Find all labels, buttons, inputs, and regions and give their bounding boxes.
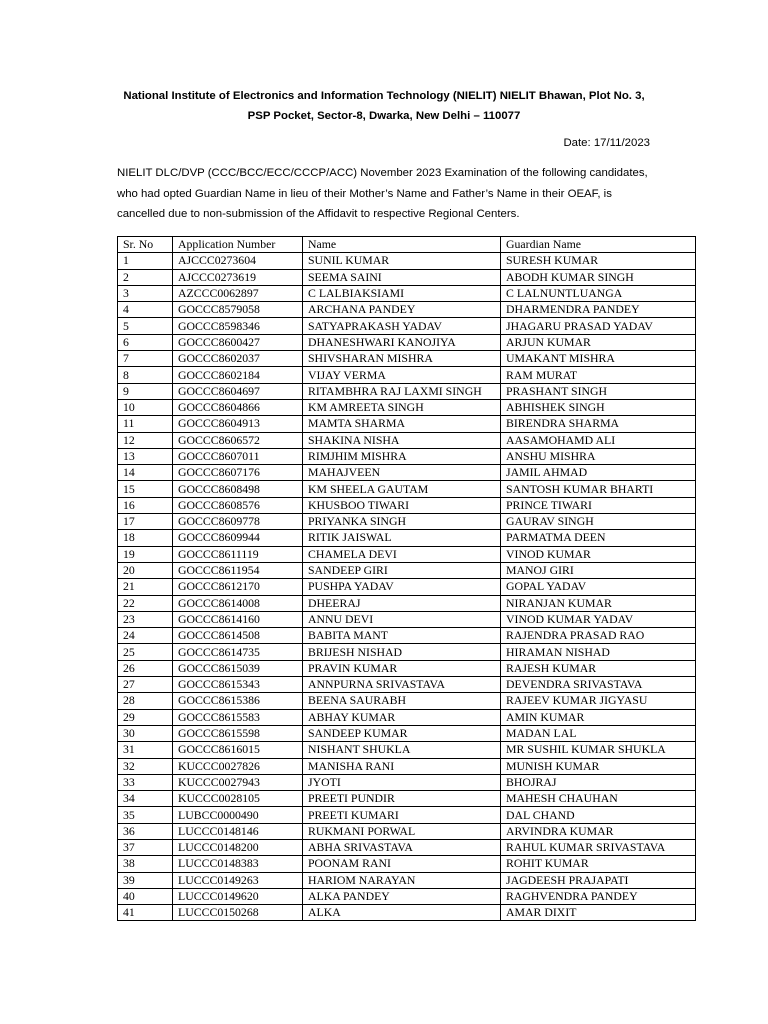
cell-sr-no: 9: [118, 383, 173, 399]
cell-sr-no: 30: [118, 725, 173, 741]
cell-application-number: GOCCC8614160: [173, 611, 303, 627]
cell-name: SATYAPRAKASH YADAV: [303, 318, 501, 334]
cell-application-number: AJCCC0273604: [173, 253, 303, 269]
cell-sr-no: 37: [118, 839, 173, 855]
cell-guardian-name: SANTOSH KUMAR BHARTI: [501, 481, 696, 497]
table-row: [118, 318, 696, 334]
cell-guardian-name: MANOJ GIRI: [501, 562, 696, 578]
table-row: [118, 628, 696, 644]
cell-application-number: LUCCC0148383: [173, 856, 303, 872]
cell-application-number: GOCCC8614735: [173, 644, 303, 660]
cell-application-number: GOCCC8608576: [173, 497, 303, 513]
table-header-row: [118, 237, 696, 253]
cell-application-number: LUCCC0149263: [173, 872, 303, 888]
table-row: [118, 579, 696, 595]
table-row: [118, 481, 696, 497]
cell-guardian-name: RAM MURAT: [501, 367, 696, 383]
cell-guardian-name: NIRANJAN KUMAR: [501, 595, 696, 611]
cell-name: SANDEEP KUMAR: [303, 725, 501, 741]
cell-application-number: LUCCC0148146: [173, 823, 303, 839]
cell-application-number: GOCCC8615598: [173, 725, 303, 741]
cell-application-number: GOCCC8615343: [173, 677, 303, 693]
cell-application-number: LUCCC0150268: [173, 905, 303, 921]
cell-guardian-name: GOPAL YADAV: [501, 579, 696, 595]
candidates-table: [117, 236, 696, 921]
notice-line-3: cancelled due to non-submission of the Affidavit to respective Regional Centers.: [117, 208, 520, 220]
cell-name: ALKA: [303, 905, 501, 921]
table-row: [118, 334, 696, 350]
cell-name: BABITA MANT: [303, 628, 501, 644]
cell-guardian-name: AMAR DIXIT: [501, 905, 696, 921]
cell-guardian-name: MR SUSHIL KUMAR SHUKLA: [501, 742, 696, 758]
header-sr-no: Sr. No: [118, 237, 173, 253]
cell-application-number: GOCCC8600427: [173, 334, 303, 350]
document-heading: [100, 86, 668, 126]
table-row: [118, 546, 696, 562]
cell-application-number: LUBCC0000490: [173, 807, 303, 823]
cell-sr-no: 17: [118, 514, 173, 530]
cell-name: RITIK JAISWAL: [303, 530, 501, 546]
cell-sr-no: 2: [118, 269, 173, 285]
document-date: Date: 17/11/2023: [563, 137, 650, 149]
cell-name: KM AMREETA SINGH: [303, 399, 501, 415]
cell-guardian-name: RAGHVENDRA PANDEY: [501, 888, 696, 904]
cell-sr-no: 25: [118, 644, 173, 660]
cell-name: ALKA PANDEY: [303, 888, 501, 904]
cell-guardian-name: DHARMENDRA PANDEY: [501, 302, 696, 318]
cell-application-number: GOCCC8604866: [173, 399, 303, 415]
cell-guardian-name: VINOD KUMAR YADAV: [501, 611, 696, 627]
cell-guardian-name: ROHIT KUMAR: [501, 856, 696, 872]
cell-name: SHIVSHARAN MISHRA: [303, 351, 501, 367]
cell-sr-no: 1: [118, 253, 173, 269]
cell-application-number: GOCCC8609778: [173, 514, 303, 530]
cell-sr-no: 19: [118, 546, 173, 562]
cell-application-number: KUCCC0027826: [173, 758, 303, 774]
table-row: [118, 856, 696, 872]
cell-name: SANDEEP GIRI: [303, 562, 501, 578]
table-row: [118, 905, 696, 921]
notice-line-1: NIELIT DLC/DVP (CCC/BCC/ECC/CCCP/ACC) November 2023 Examination of the following candidates,: [117, 167, 648, 179]
table-row: [118, 562, 696, 578]
cell-name: POONAM RANI: [303, 856, 501, 872]
cell-guardian-name: JAGDEESH PRAJAPATI: [501, 872, 696, 888]
cell-name: SUNIL KUMAR: [303, 253, 501, 269]
table-row: [118, 611, 696, 627]
cell-sr-no: 29: [118, 709, 173, 725]
cell-sr-no: 8: [118, 367, 173, 383]
cell-sr-no: 13: [118, 448, 173, 464]
header-application-number: Application Number: [173, 237, 303, 253]
cell-application-number: GOCCC8615583: [173, 709, 303, 725]
cell-sr-no: 6: [118, 334, 173, 350]
cell-name: ANNPURNA SRIVASTAVA: [303, 677, 501, 693]
cell-guardian-name: MUNISH KUMAR: [501, 758, 696, 774]
cell-name: ARCHANA PANDEY: [303, 302, 501, 318]
cell-name: PREETI PUNDIR: [303, 791, 501, 807]
header-guardian-name: Guardian Name: [501, 237, 696, 253]
table-row: [118, 888, 696, 904]
table-row: [118, 693, 696, 709]
cell-application-number: GOCCC8598346: [173, 318, 303, 334]
cell-name: RUKMANI PORWAL: [303, 823, 501, 839]
cell-application-number: AZCCC0062897: [173, 285, 303, 301]
cell-sr-no: 38: [118, 856, 173, 872]
cell-application-number: GOCCC8607011: [173, 448, 303, 464]
cell-sr-no: 35: [118, 807, 173, 823]
cell-guardian-name: ARVINDRA KUMAR: [501, 823, 696, 839]
cell-application-number: GOCCC8579058: [173, 302, 303, 318]
cell-sr-no: 23: [118, 611, 173, 627]
table-row: [118, 595, 696, 611]
cell-sr-no: 22: [118, 595, 173, 611]
table-row: [118, 448, 696, 464]
table-row: [118, 432, 696, 448]
cell-sr-no: 32: [118, 758, 173, 774]
cell-name: HARIOM NARAYAN: [303, 872, 501, 888]
table-row: [118, 514, 696, 530]
table-row: [118, 530, 696, 546]
cell-application-number: GOCCC8609944: [173, 530, 303, 546]
cell-application-number: KUCCC0028105: [173, 791, 303, 807]
cell-guardian-name: RAJEEV KUMAR JIGYASU: [501, 693, 696, 709]
cell-sr-no: 36: [118, 823, 173, 839]
cell-sr-no: 18: [118, 530, 173, 546]
cell-name: MANISHA RANI: [303, 758, 501, 774]
cell-application-number: LUCCC0149620: [173, 888, 303, 904]
cell-sr-no: 14: [118, 465, 173, 481]
table-row: [118, 269, 696, 285]
cell-sr-no: 21: [118, 579, 173, 595]
notice-paragraph: [117, 163, 657, 225]
table-row: [118, 791, 696, 807]
cell-sr-no: 5: [118, 318, 173, 334]
cell-guardian-name: PARMATMA DEEN: [501, 530, 696, 546]
table-row: [118, 644, 696, 660]
cell-application-number: GOCCC8608498: [173, 481, 303, 497]
cell-sr-no: 4: [118, 302, 173, 318]
table-row: [118, 872, 696, 888]
table-row: [118, 416, 696, 432]
table-row: [118, 383, 696, 399]
cell-guardian-name: DEVENDRA SRIVASTAVA: [501, 677, 696, 693]
table-row: [118, 823, 696, 839]
cell-sr-no: 28: [118, 693, 173, 709]
table-row: [118, 677, 696, 693]
cell-guardian-name: SURESH KUMAR: [501, 253, 696, 269]
cell-guardian-name: JAMIL AHMAD: [501, 465, 696, 481]
cell-name: VIJAY VERMA: [303, 367, 501, 383]
cell-guardian-name: RAJESH KUMAR: [501, 660, 696, 676]
cell-application-number: GOCCC8611954: [173, 562, 303, 578]
cell-name: PRIYANKA SINGH: [303, 514, 501, 530]
cell-guardian-name: C LALNUNTLUANGA: [501, 285, 696, 301]
header-name: Name: [303, 237, 501, 253]
cell-application-number: GOCCC8606572: [173, 432, 303, 448]
cell-guardian-name: AMIN KUMAR: [501, 709, 696, 725]
cell-application-number: GOCCC8615386: [173, 693, 303, 709]
cell-sr-no: 10: [118, 399, 173, 415]
table-row: [118, 725, 696, 741]
notice-line-2: who had opted Guardian Name in lieu of their Mother’s Name and Father’s Name in their OEAF, is: [117, 187, 612, 200]
table-row: [118, 742, 696, 758]
cell-name: DHANESHWARI KANOJIYA: [303, 334, 501, 350]
table-row: [118, 497, 696, 513]
cell-name: SHAKINA NISHA: [303, 432, 501, 448]
cell-application-number: LUCCC0148200: [173, 839, 303, 855]
table-row: [118, 465, 696, 481]
table-row: [118, 758, 696, 774]
table-row: [118, 774, 696, 790]
cell-application-number: GOCCC8612170: [173, 579, 303, 595]
cell-guardian-name: PRINCE TIWARI: [501, 497, 696, 513]
cell-name: PUSHPA YADAV: [303, 579, 501, 595]
cell-sr-no: 31: [118, 742, 173, 758]
cell-name: CHAMELA DEVI: [303, 546, 501, 562]
cell-application-number: GOCCC8614008: [173, 595, 303, 611]
cell-application-number: GOCCC8607176: [173, 465, 303, 481]
table-row: [118, 302, 696, 318]
cell-guardian-name: MADAN LAL: [501, 725, 696, 741]
table-row: [118, 285, 696, 301]
cell-name: DHEERAJ: [303, 595, 501, 611]
cell-name: MAHAJVEEN: [303, 465, 501, 481]
cell-name: MAMTA SHARMA: [303, 416, 501, 432]
cell-guardian-name: BIRENDRA SHARMA: [501, 416, 696, 432]
cell-name: SEEMA SAINI: [303, 269, 501, 285]
table-row: [118, 253, 696, 269]
cell-name: KM SHEELA GAUTAM: [303, 481, 501, 497]
cell-guardian-name: MAHESH CHAUHAN: [501, 791, 696, 807]
cell-sr-no: 26: [118, 660, 173, 676]
cell-application-number: GOCCC8604697: [173, 383, 303, 399]
cell-application-number: GOCCC8615039: [173, 660, 303, 676]
cell-guardian-name: RAJENDRA PRASAD RAO: [501, 628, 696, 644]
cell-sr-no: 15: [118, 481, 173, 497]
cell-sr-no: 24: [118, 628, 173, 644]
cell-name: PREETI KUMARI: [303, 807, 501, 823]
cell-sr-no: 3: [118, 285, 173, 301]
cell-name: JYOTI: [303, 774, 501, 790]
cell-name: RITAMBHRA RAJ LAXMI SINGH: [303, 383, 501, 399]
cell-application-number: AJCCC0273619: [173, 269, 303, 285]
table-row: [118, 367, 696, 383]
cell-guardian-name: JHAGARU PRASAD YADAV: [501, 318, 696, 334]
cell-sr-no: 41: [118, 905, 173, 921]
cell-sr-no: 7: [118, 351, 173, 367]
cell-application-number: GOCCC8602037: [173, 351, 303, 367]
cell-name: PRAVIN KUMAR: [303, 660, 501, 676]
cell-sr-no: 11: [118, 416, 173, 432]
cell-name: NISHANT SHUKLA: [303, 742, 501, 758]
cell-name: ANNU DEVI: [303, 611, 501, 627]
cell-name: ABHAY KUMAR: [303, 709, 501, 725]
cell-guardian-name: ABHISHEK SINGH: [501, 399, 696, 415]
cell-application-number: GOCCC8614508: [173, 628, 303, 644]
cell-name: ABHA SRIVASTAVA: [303, 839, 501, 855]
cell-sr-no: 39: [118, 872, 173, 888]
cell-application-number: GOCCC8611119: [173, 546, 303, 562]
cell-sr-no: 27: [118, 677, 173, 693]
cell-name: KHUSBOO TIWARI: [303, 497, 501, 513]
cell-name: BRIJESH NISHAD: [303, 644, 501, 660]
cell-application-number: GOCCC8602184: [173, 367, 303, 383]
cell-guardian-name: ANSHU MISHRA: [501, 448, 696, 464]
cell-sr-no: 16: [118, 497, 173, 513]
cell-application-number: GOCCC8616015: [173, 742, 303, 758]
table-row: [118, 351, 696, 367]
cell-sr-no: 40: [118, 888, 173, 904]
cell-guardian-name: ARJUN KUMAR: [501, 334, 696, 350]
cell-application-number: KUCCC0027943: [173, 774, 303, 790]
cell-guardian-name: AASAMOHAMD ALI: [501, 432, 696, 448]
table-row: [118, 709, 696, 725]
cell-guardian-name: RAHUL KUMAR SRIVASTAVA: [501, 839, 696, 855]
cell-sr-no: 20: [118, 562, 173, 578]
cell-guardian-name: PRASHANT SINGH: [501, 383, 696, 399]
table-body: [118, 253, 696, 921]
cell-application-number: GOCCC8604913: [173, 416, 303, 432]
table-row: [118, 839, 696, 855]
table-row: [118, 399, 696, 415]
cell-guardian-name: VINOD KUMAR: [501, 546, 696, 562]
cell-guardian-name: GAURAV SINGH: [501, 514, 696, 530]
table-row: [118, 660, 696, 676]
cell-name: BEENA SAURABH: [303, 693, 501, 709]
cell-guardian-name: UMAKANT MISHRA: [501, 351, 696, 367]
cell-sr-no: 12: [118, 432, 173, 448]
cell-sr-no: 33: [118, 774, 173, 790]
cell-name: C LALBIAKSIAMI: [303, 285, 501, 301]
cell-name: RIMJHIM MISHRA: [303, 448, 501, 464]
heading-line-2: PSP Pocket, Sector-8, Dwarka, New Delhi – 110077: [247, 110, 521, 122]
cell-guardian-name: BHOJRAJ: [501, 774, 696, 790]
cell-guardian-name: HIRAMAN NISHAD: [501, 644, 696, 660]
heading-line-1: National Institute of Electronics and Information Technology (NIELIT) NIELIT Bhawan, Plot No. 3,: [123, 90, 645, 102]
cell-guardian-name: DAL CHAND: [501, 807, 696, 823]
cell-sr-no: 34: [118, 791, 173, 807]
table-row: [118, 807, 696, 823]
cell-guardian-name: ABODH KUMAR SINGH: [501, 269, 696, 285]
